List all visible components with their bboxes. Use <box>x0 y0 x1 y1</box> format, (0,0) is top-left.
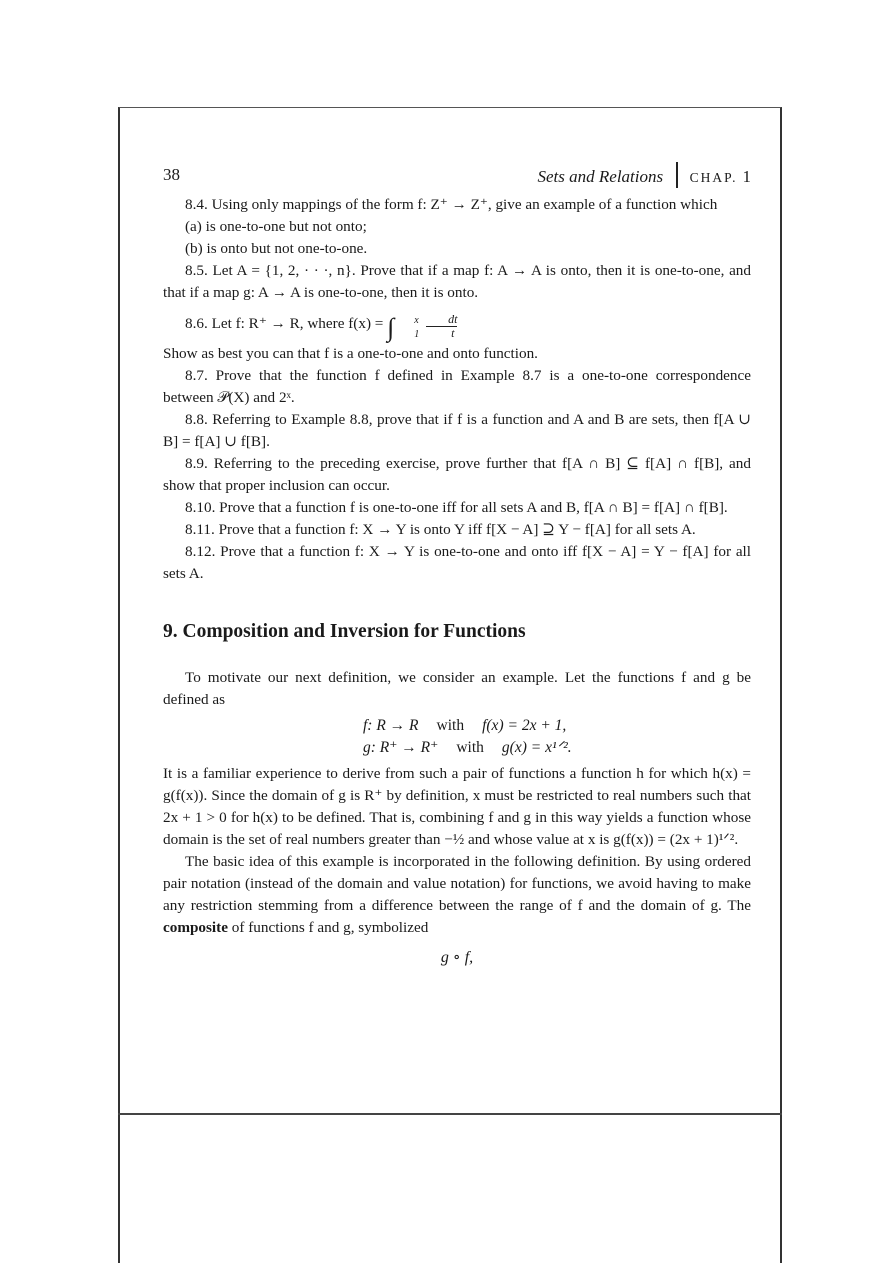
running-title: Sets and Relations <box>537 167 664 186</box>
exercise-8-4: 8.4. Using only mappings of the form f: Z⁺ → Z⁺, give an example of a function which <box>185 196 718 213</box>
section-title: 9. Composition and Inversion for Functions <box>163 621 526 642</box>
exercise-8-8: 8.8. Referring to Example 8.8, prove that if f is a function and A and B are sets, then f[A ∪ B] = f[A] ∪ f[B]. <box>163 411 751 450</box>
display-f-map: f: R → R <box>363 717 419 734</box>
page-content <box>163 160 751 969</box>
section-paragraph-3 <box>163 851 751 939</box>
display-f-rule: f(x) = 2x + 1, <box>482 717 567 734</box>
integral-sign: ∫ <box>387 313 395 342</box>
integral-lower-limit: 1 <box>414 329 420 340</box>
header-divider <box>676 162 678 188</box>
display-g-with: with <box>456 739 484 756</box>
exercise-8-4-a: (a) is one-to-one but not onto; <box>185 218 367 235</box>
integral-upper-limit: x <box>414 315 419 326</box>
composite-display: g ∘ f, <box>440 949 474 966</box>
fraction-numerator: dt <box>426 313 457 327</box>
display-f-with: with <box>436 717 465 734</box>
display-f <box>163 715 751 737</box>
paragraph-3-tail: of functions f and g, symbolized <box>231 919 429 936</box>
exercise-8-10: 8.10. Prove that a function f is one-to-one iff for all sets A and B, f[A ∩ B] = f[A] ∩ f[B]. <box>185 499 728 516</box>
exercise-8-6-rest: Show as best you can that f is a one-to-one and onto function. <box>163 345 538 362</box>
exercise-8-6-lead: 8.6. Let f: R⁺ → R, where f(x) = <box>185 315 384 332</box>
running-header <box>163 160 751 194</box>
composite-term: composite <box>163 919 228 936</box>
fraction-denominator: t <box>451 326 455 340</box>
section-paragraph-1: To motivate our next definition, we consider an example. Let the functions f and g be defined as <box>163 669 751 708</box>
exercise-8-5: 8.5. Let A = {1, 2, · · ·, n}. Prove that if a map f: A → A is onto, then it is one-to-one, and that if a map g: A → A is one-to-one, then it is onto. <box>163 262 751 301</box>
integrand-fraction <box>426 313 457 340</box>
display-g <box>163 737 751 759</box>
exercise-8-6 <box>163 306 751 346</box>
integral-limits <box>392 314 419 342</box>
function-definitions <box>163 715 751 759</box>
chapter-label: CHAP. <box>689 170 738 185</box>
display-g-map: g: R⁺ → R⁺ <box>363 739 439 756</box>
running-title-block <box>538 162 752 189</box>
section-paragraph-2: It is a familiar experience to derive from such a pair of functions a function h for which h(x) = g(f(x)). Since the domain of g is R⁺ by definition, x must be restricted to real numbers such that 2x + 1 > 0 for h(x) to be defined. That is, combining f and g in this way yields a function whose domain is the set of real numbers greater than −½ and whose value at x is g(f(x)) = (2x + 1)¹ᐟ². <box>163 765 751 848</box>
exercise-8-9: 8.9. Referring to the preceding exercise, prove further that f[A ∩ B] ⊆ f[A] ∩ f[B], and show that proper inclusion can occur. <box>163 455 751 494</box>
exercise-8-7: 8.7. Prove that the function f defined in Example 8.7 is a one-to-one correspondence between 𝒫(X) and 2ˣ. <box>163 367 751 406</box>
exercise-8-11: 8.11. Prove that a function f: X → Y is onto Y iff f[X − A] ⊇ Y − f[A] for all sets A. <box>185 521 696 538</box>
exercise-8-12: 8.12. Prove that a function f: X → Y is one-to-one and onto iff f[X − A] = Y − f[A] for all sets A. <box>163 543 751 582</box>
page-bottom-rule <box>118 1113 782 1115</box>
paragraph-3-lead: The basic idea of this example is incorporated in the following definition. By using ordered pair notation (instead of the domain and value notation) for functions, we avoid having to make any restriction stemming from a difference between the range of f and the domain of g. The <box>163 853 751 914</box>
exercise-8-4-b: (b) is onto but not one-to-one. <box>185 240 368 257</box>
chapter-number: 1 <box>742 167 751 186</box>
display-g-rule: g(x) = x¹ᐟ². <box>501 739 572 756</box>
page-number: 38 <box>163 165 180 184</box>
